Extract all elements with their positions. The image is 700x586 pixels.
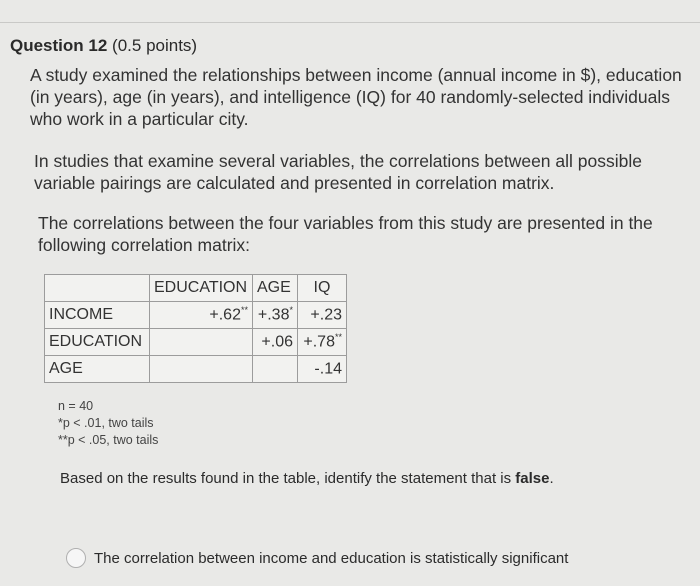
row-label-age: AGE	[45, 356, 150, 383]
table-cell: +.78**	[298, 329, 347, 356]
table-header-corner	[45, 275, 150, 302]
prompt-emphasis: false	[515, 470, 550, 487]
table-row	[45, 302, 347, 329]
table-cell: +.06	[253, 329, 298, 356]
row-label-income: INCOME	[45, 302, 150, 329]
question-number: Question 12	[10, 36, 108, 55]
top-divider	[0, 22, 700, 23]
table-cell: +.38*	[253, 302, 298, 329]
paragraph-study: A study examined the relationships between income (annual income in $), education (in years), age (in years), and intelligence (IQ) for 40 randomly-selected individuals who work in a particular city.	[30, 65, 682, 129]
paragraph-matrix-intro: The correlations between the four variables from this study are presented in the following correlation matrix:	[38, 213, 653, 255]
table-header-row	[45, 275, 347, 302]
table-header-education: EDUCATION	[150, 275, 253, 302]
table-cell	[253, 356, 298, 383]
note-significance-05: **p < .05, two tails	[58, 433, 159, 447]
table-notes	[58, 398, 158, 449]
table-cell: +.62**	[150, 302, 253, 329]
note-sample-size: n = 40	[58, 399, 94, 413]
answer-option[interactable]	[66, 548, 568, 568]
question-title	[10, 36, 197, 56]
question-prompt: Based on the results found in the table, identify the statement that is false.	[60, 470, 554, 487]
row-label-education: EDUCATION	[45, 329, 150, 356]
table-cell: +.23	[298, 302, 347, 329]
paragraph-correlation-matrix: In studies that examine several variables, the correlations between all possible variable pairings are calculated and presented in correlation matrix.	[34, 151, 642, 193]
answer-option-label: The correlation between income and education is statistically significant	[94, 549, 569, 567]
table-row	[45, 329, 347, 356]
note-significance-01: *p < .01, two tails	[58, 416, 154, 430]
table-cell	[150, 329, 253, 356]
question-points: (0.5 points)	[112, 36, 198, 55]
radio-button[interactable]	[66, 548, 86, 568]
correlation-matrix	[44, 274, 347, 383]
table-header-iq: IQ	[298, 275, 347, 302]
table-cell	[150, 356, 253, 383]
table-row	[45, 356, 347, 383]
table-cell: -.14	[298, 356, 347, 383]
table-header-age: AGE	[253, 275, 298, 302]
